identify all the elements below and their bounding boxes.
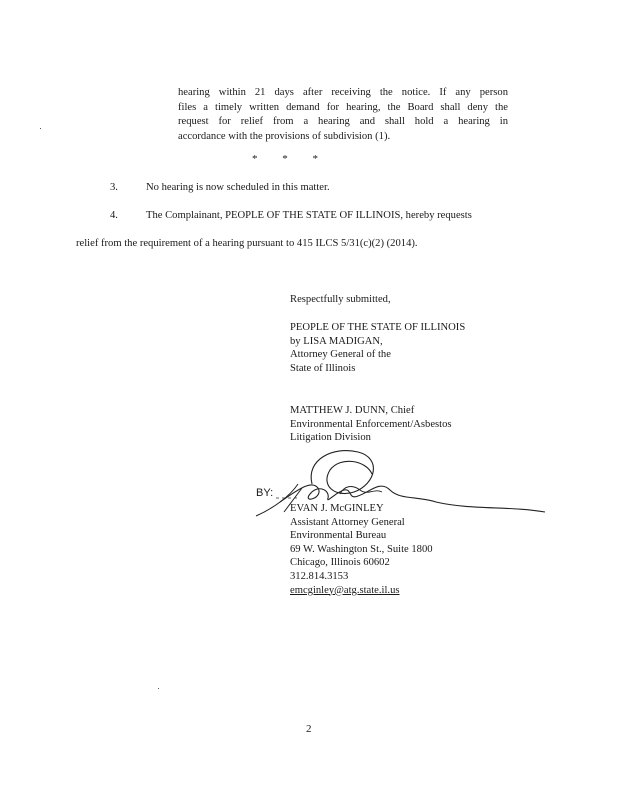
closing-line: Respectfully submitted, <box>290 294 391 305</box>
attorney-line: 312.814.3153 <box>290 570 349 582</box>
quote-line: hearing within 21 days after receiving the notice. If any person <box>178 87 508 98</box>
attorney-line: Environmental Bureau <box>290 530 387 542</box>
party-line: State of Illinois <box>290 362 356 374</box>
party-line: PEOPLE OF THE STATE OF ILLINOIS <box>290 322 466 333</box>
division-line: Litigation Division <box>290 432 371 444</box>
quote-line: request for relief from a hearing and shall hold a hearing in <box>178 116 508 127</box>
quote-line: accordance with the provisions of subdivision (1). <box>178 130 391 142</box>
party-line: Attorney General of the <box>290 349 391 361</box>
quoted-statute <box>178 86 508 144</box>
by-label: BY: <box>256 487 274 499</box>
attorney-line: 69 W. Washington St., Suite 1800 <box>290 543 433 555</box>
paragraph-4-text: The Complainant, PEOPLE OF THE STATE OF ILLINOIS, hereby requests <box>146 210 472 221</box>
paragraph-3-text: No hearing is now scheduled in this matter. <box>146 182 330 193</box>
paragraph-4-continuation: relief from the requirement of a hearing pursuant to 415 ILCS 5/31(c)(2) (2014). <box>76 238 418 249</box>
attorney-block <box>290 502 433 597</box>
party-block <box>290 321 465 375</box>
quote-line: files a timely written demand for hearing, the Board shall deny the <box>178 101 508 113</box>
ellipsis-asterisks: * * * <box>252 153 318 165</box>
division-line: Environmental Enforcement/Asbestos <box>290 418 452 430</box>
division-block <box>290 404 452 445</box>
division-line: MATTHEW J. DUNN, Chief <box>290 405 415 416</box>
scan-speck <box>158 688 159 689</box>
paragraph-3-number: 3. <box>110 182 118 193</box>
attorney-line: Chicago, Illinois 60602 <box>290 557 390 569</box>
scan-speck <box>40 128 41 129</box>
paragraph-4-number: 4. <box>110 210 118 221</box>
party-line: by LISA MADIGAN, <box>290 335 383 347</box>
attorney-email-link[interactable]: emcginley@atg.state.il.us <box>290 584 400 596</box>
page-number: 2 <box>306 723 312 735</box>
attorney-line: Assistant Attorney General <box>290 516 405 528</box>
attorney-line: EVAN J. McGINLEY <box>290 503 384 514</box>
